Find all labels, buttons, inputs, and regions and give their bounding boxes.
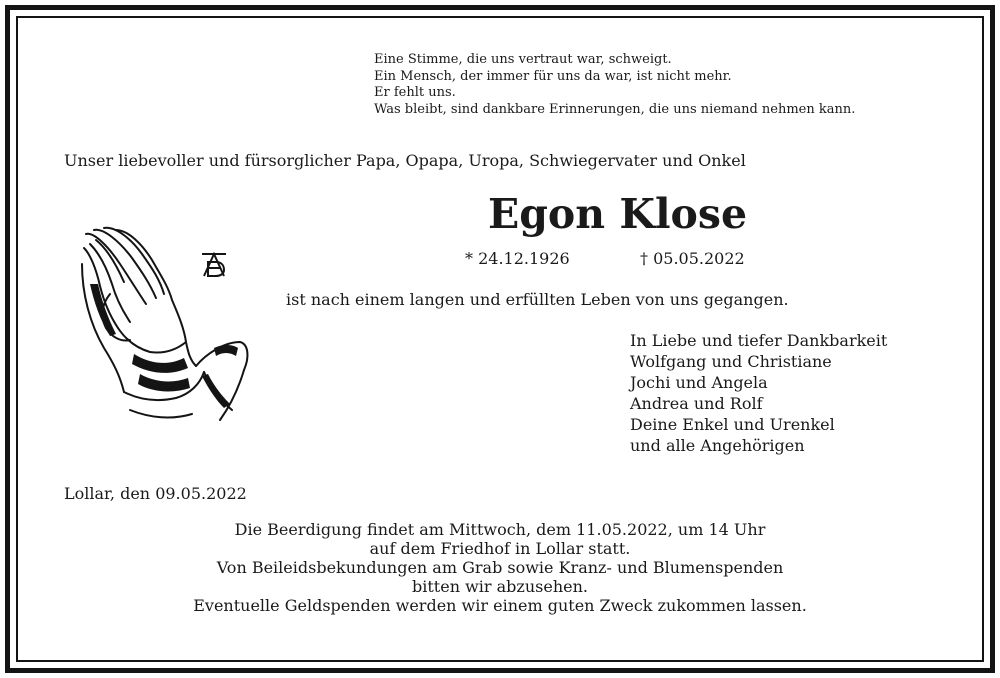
intro-text: Unser liebevoller und fürsorglicher Papa, Opapa, Uropa, Schwiegervater und Onkel [64,151,746,170]
death-date: † 05.05.2022 [640,249,745,268]
monogram-icon [202,254,226,276]
praying-hands-icon [80,224,252,424]
mourners-line: Wolfgang und Christiane [630,352,832,371]
poem-line: Ein Mensch, der immer für uns da war, ist nicht mehr. [374,68,732,84]
mourners-line: Deine Enkel und Urenkel [630,415,835,434]
poem-line: Was bleibt, sind dankbare Erinnerungen, die uns niemand nehmen kann. [374,101,856,117]
poem-block [374,52,855,118]
poem-line: Er fehlt uns. [374,85,456,100]
mourners-line: Andrea und Rolf [630,394,763,413]
poem-line: Eine Stimme, die uns vertraut war, schweigt. [374,52,672,67]
notice-line: Von Beileidsbekundungen am Grab sowie Kranz- und Blumenspenden [216,558,784,577]
mourners-block [630,330,887,456]
place-date: Lollar, den 09.05.2022 [64,484,247,503]
mourners-line: Jochi und Angela [630,373,768,392]
notice-line: Die Beerdigung findet am Mittwoch, dem 11.05.2022, um 14 Uhr [234,520,766,539]
birth-date: * 24.12.1926 [465,249,570,268]
notice-line: auf dem Friedhof in Lollar statt. [369,539,631,558]
mourners-line: In Liebe und tiefer Dankbarkeit [630,331,888,350]
notice-line: bitten wir abzusehen. [412,577,588,596]
passed-away-text: ist nach einem langen und erfüllten Leben von uns gegangen. [286,290,789,309]
funeral-notice [100,520,900,615]
deceased-name: Egon Klose [488,190,748,238]
notice-line: Eventuelle Geldspenden werden wir einem guten Zweck zukommen lassen. [193,596,807,615]
mourners-line: und alle Angehörigen [630,436,805,455]
